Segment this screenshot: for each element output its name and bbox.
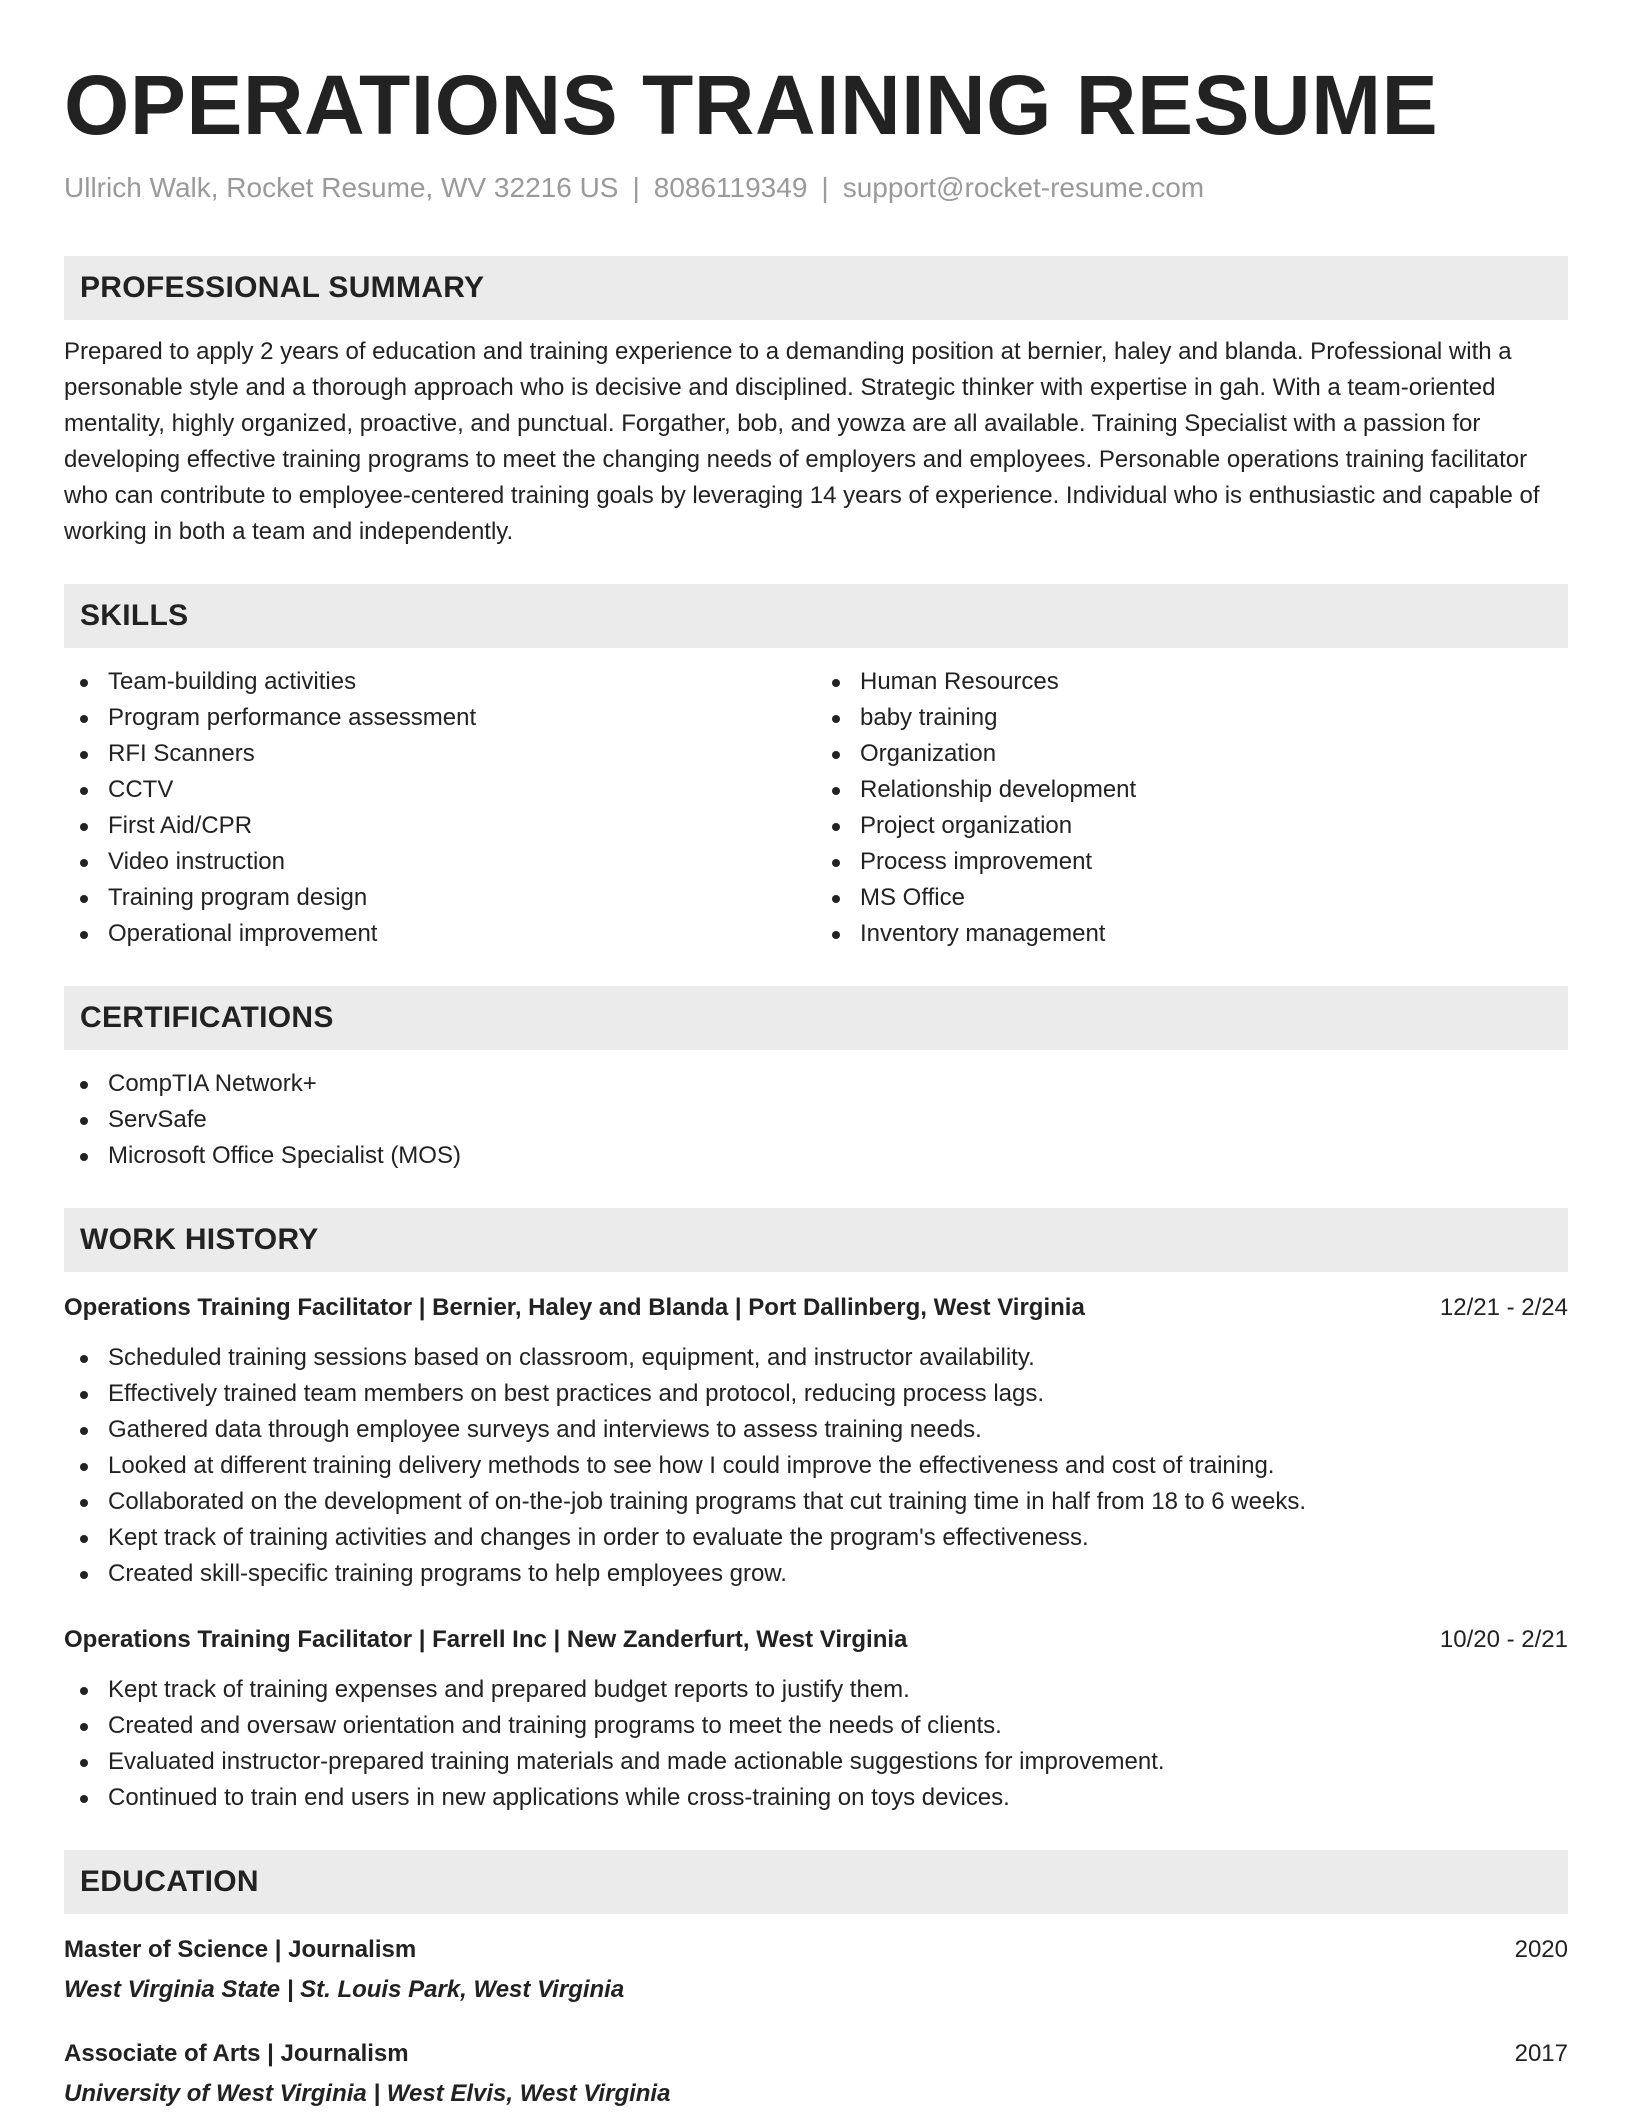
skill-item: MS Office bbox=[816, 880, 1568, 916]
skill-item: baby training bbox=[816, 700, 1568, 736]
education-school: University of West Virginia | West Elvis, West Virginia bbox=[64, 2080, 671, 2107]
education-header bbox=[64, 1932, 1568, 1968]
skill-item: Process improvement bbox=[816, 844, 1568, 880]
summary-heading: PROFESSIONAL SUMMARY bbox=[64, 256, 1568, 320]
certification-item: ServSafe bbox=[64, 1102, 1568, 1138]
job-bullet: Scheduled training sessions based on classroom, equipment, and instructor availability. bbox=[64, 1340, 1568, 1376]
education-year: 2017 bbox=[1514, 2040, 1568, 2067]
contact-phone: 8086119349 bbox=[653, 172, 808, 203]
job-dates: 10/20 - 2/21 bbox=[1439, 1626, 1568, 1653]
skill-item: First Aid/CPR bbox=[64, 808, 816, 844]
education-entry bbox=[64, 1932, 1568, 2008]
job-bullet: Effectively trained team members on best practices and protocol, reducing process lags. bbox=[64, 1376, 1568, 1412]
skills-list-right bbox=[816, 664, 1568, 952]
skill-item: RFI Scanners bbox=[64, 736, 816, 772]
skills-grid bbox=[64, 648, 1568, 952]
job-bullet: Continued to train end users in new applications while cross-training on toys devices. bbox=[64, 1780, 1568, 1816]
work-history-heading: WORK HISTORY bbox=[64, 1208, 1568, 1272]
job-header bbox=[64, 1290, 1568, 1326]
job-bullet: Kept track of training activities and changes in order to evaluate the program's effectiveness. bbox=[64, 1520, 1568, 1556]
education-degree: Master of Science | Journalism bbox=[64, 1936, 417, 1963]
skill-item: Video instruction bbox=[64, 844, 816, 880]
job-bullets bbox=[64, 1672, 1568, 1816]
job-title: Operations Training Facilitator | Bernier, Haley and Blanda | Port Dallinberg, West Virginia bbox=[64, 1294, 1085, 1321]
job-title: Operations Training Facilitator | Farrell Inc | New Zanderfurt, West Virginia bbox=[64, 1626, 908, 1653]
contact-line bbox=[64, 170, 1568, 206]
job-bullet: Created and oversaw orientation and training programs to meet the needs of clients. bbox=[64, 1708, 1568, 1744]
job-entry bbox=[64, 1622, 1568, 1816]
skill-item: Relationship development bbox=[816, 772, 1568, 808]
job-entry bbox=[64, 1290, 1568, 1592]
certification-item: CompTIA Network+ bbox=[64, 1066, 1568, 1102]
skill-item: Program performance assessment bbox=[64, 700, 816, 736]
job-bullet: Collaborated on the development of on-the-job training programs that cut training time in half from 18 to 6 weeks. bbox=[64, 1484, 1568, 1520]
skill-item: Human Resources bbox=[816, 664, 1568, 700]
job-bullet: Created skill-specific training programs to help employees grow. bbox=[64, 1556, 1568, 1592]
job-bullet: Evaluated instructor-prepared training materials and made actionable suggestions for improvement. bbox=[64, 1744, 1568, 1780]
skill-item: Project organization bbox=[816, 808, 1568, 844]
job-bullet: Gathered data through employee surveys and interviews to assess training needs. bbox=[64, 1412, 1568, 1448]
skills-list-left bbox=[64, 664, 816, 952]
skills-column-left bbox=[64, 648, 816, 952]
skill-item: Inventory management bbox=[816, 916, 1568, 952]
skill-item: Organization bbox=[816, 736, 1568, 772]
certifications-heading: CERTIFICATIONS bbox=[64, 986, 1568, 1050]
education-degree: Associate of Arts | Journalism bbox=[64, 2040, 409, 2067]
job-bullets bbox=[64, 1340, 1568, 1592]
job-bullet: Kept track of training expenses and prepared budget reports to justify them. bbox=[64, 1672, 1568, 1708]
contact-separator: | bbox=[821, 172, 829, 203]
certifications-list bbox=[64, 1066, 1568, 1174]
job-bullet: Looked at different training delivery methods to see how I could improve the effectiveness and cost of training. bbox=[64, 1448, 1568, 1484]
education-year: 2020 bbox=[1514, 1936, 1568, 1963]
skills-column-right bbox=[816, 648, 1568, 952]
skills-heading: SKILLS bbox=[64, 584, 1568, 648]
job-header bbox=[64, 1622, 1568, 1658]
skill-item: Team-building activities bbox=[64, 664, 816, 700]
education-heading: EDUCATION bbox=[64, 1850, 1568, 1914]
contact-separator: | bbox=[632, 172, 640, 203]
summary-text: Prepared to apply 2 years of education and training experience to a demanding position at bernier, haley and blanda. Professional with a personable style and a thorough approach who is decisive and disciplined. Strategic thinker with expertise in gah. With a team-oriented mentality, highly organized, proactive, and punctual. Forgather, bob, and yowza are all available. Training Specialist with a passion for developing effective training programs to meet the changing needs of employers and employees. Personable operations training facilitator who can contribute to employee-centered training goals by leveraging 14 years of experience. Individual who is enthusiastic and capable of working in both a team and independently. bbox=[64, 338, 1540, 545]
skill-item: Training program design bbox=[64, 880, 816, 916]
resume-title: OPERATIONS TRAINING RESUME bbox=[64, 58, 1439, 152]
education-header bbox=[64, 2036, 1568, 2072]
contact-email: support@rocket-resume.com bbox=[842, 172, 1205, 203]
skill-item: Operational improvement bbox=[64, 916, 816, 952]
skill-item: CCTV bbox=[64, 772, 816, 808]
education-school: West Virginia State | St. Louis Park, West Virginia bbox=[64, 1976, 625, 2003]
job-dates: 12/21 - 2/24 bbox=[1439, 1294, 1568, 1321]
certification-item: Microsoft Office Specialist (MOS) bbox=[64, 1138, 1568, 1174]
education-entry bbox=[64, 2036, 1568, 2112]
contact-address: Ullrich Walk, Rocket Resume, WV 32216 US bbox=[64, 172, 619, 203]
